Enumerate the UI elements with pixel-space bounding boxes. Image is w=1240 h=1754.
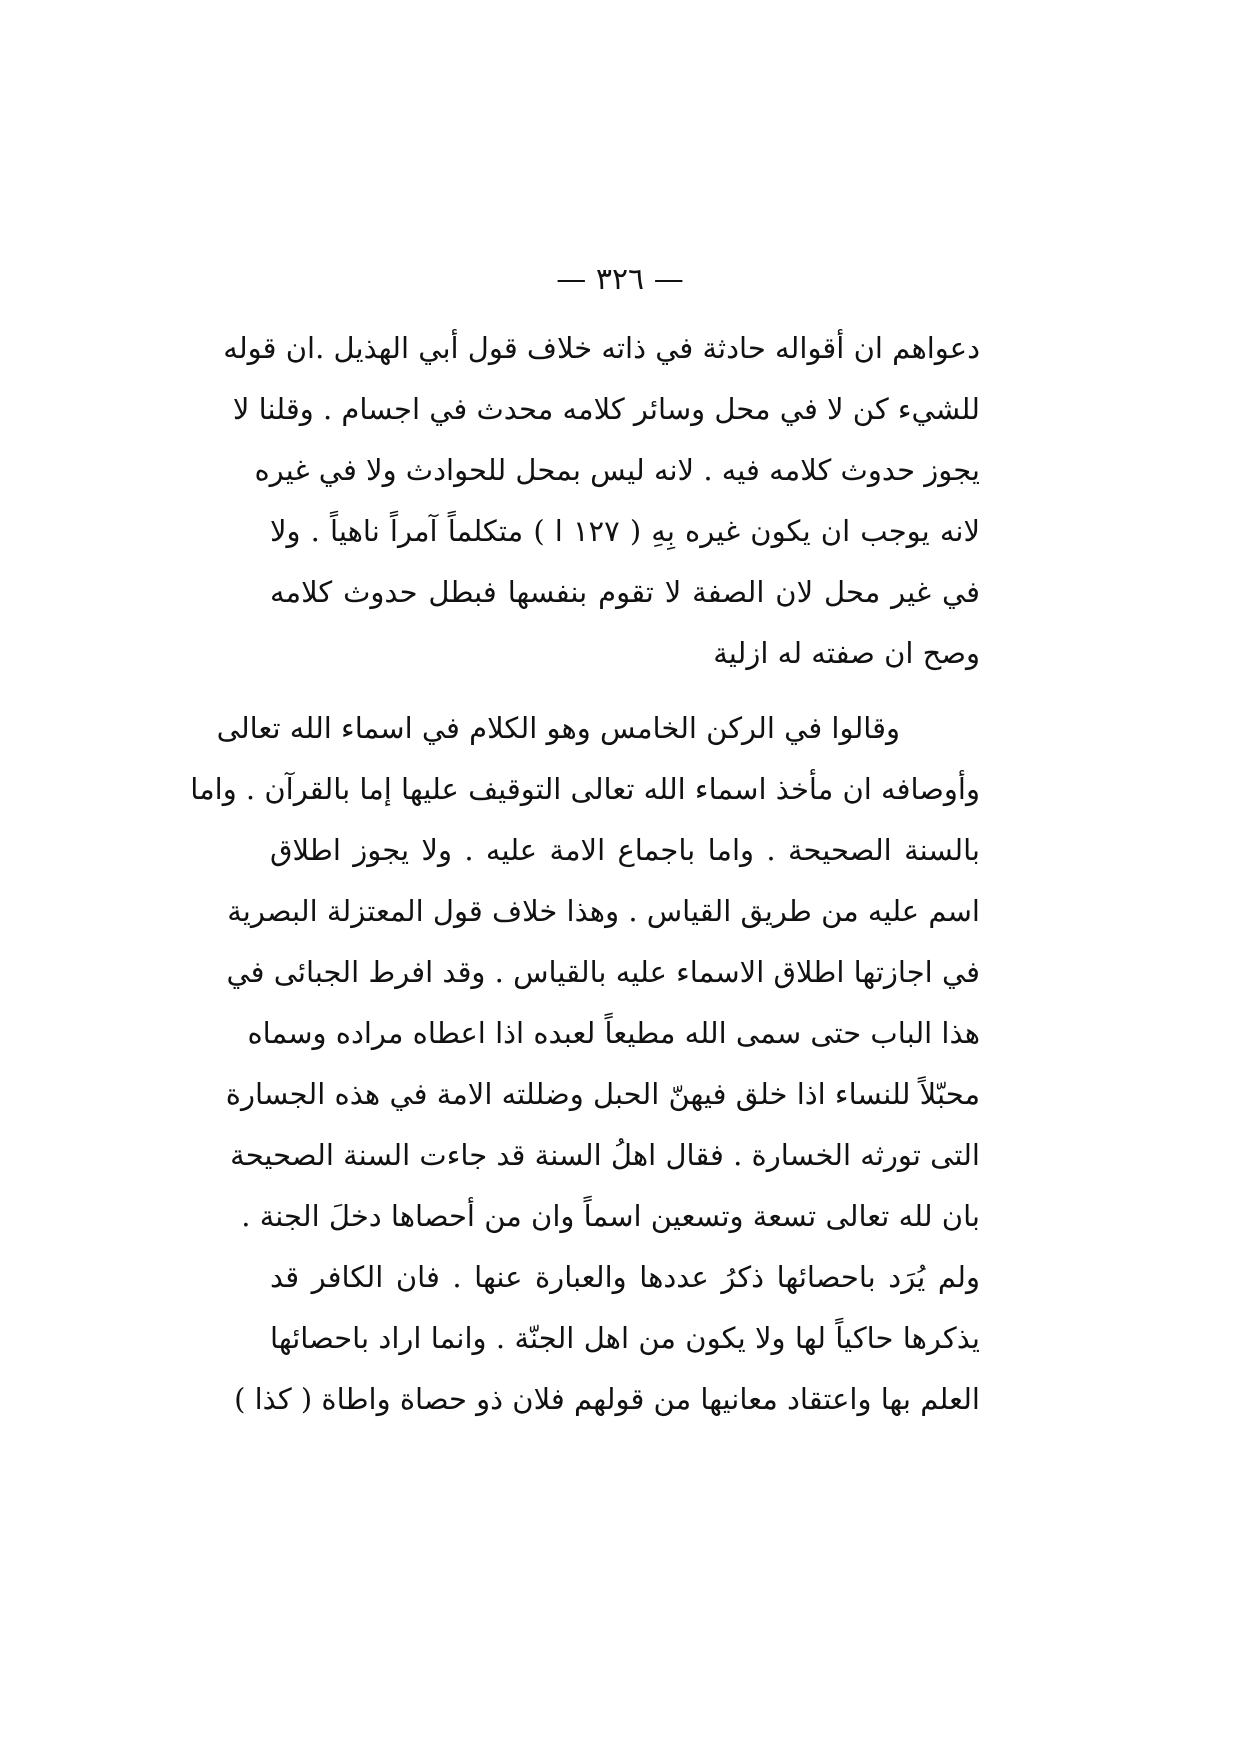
text-line: محبّلاً للنساء اذا خلق فيهنّ الحبل وضللته الامة في هذه الجسارة (225, 1077, 980, 1111)
body-text (190, 318, 980, 1430)
text-line: وقالوا في الركن الخامس وهو الكلام في اسماء الله تعالى (216, 711, 900, 745)
text-line: لانه يوجب ان يكون غيره بِهِ ( ١٢٧ ا ) متكلماً آمراً ناهياً . ولا (270, 514, 980, 548)
text-line: للشيء كن لا في محل وسائر كلامه محدث في اجسام . وقلنا لا (232, 392, 980, 426)
text-line: في اجازتها اطلاق الاسماء عليه بالقياس . وقد افرط الجبائى في (226, 955, 980, 989)
text-line: ولم يُرَد باحصائها ذكرُ عددها والعبارة عنها . فان الكافر قد (270, 1260, 980, 1294)
page-number: — ٣٢٦ — (556, 262, 684, 297)
paragraph-1 (223, 318, 980, 684)
paragraph-2 (190, 698, 980, 1430)
text-line: دعواهم ان أقواله حادثة في ذاته خلاف قول أبي الهذيل .ان قوله (223, 331, 980, 365)
text-line: وأوصافه ان مأخذ اسماء الله تعالى التوقيف عليها إما بالقرآن . واما (190, 772, 980, 806)
text-line: بان لله تعالى تسعة وتسعين اسماً وان من أحصاها دخلَ الجنة . (241, 1199, 980, 1233)
text-line: يجوز حدوث كلامه فيه . لانه ليس بمحل للحوادث ولا في غيره (254, 453, 980, 487)
text-line: وصح ان صفته له ازلية (713, 636, 980, 670)
text-line: هذا الباب حتى سمى الله مطيعاً لعبده اذا اعطاه مراده وسماه (247, 1016, 980, 1050)
text-line: يذكرها حاكياً لها ولا يكون من اهل الجنّة . وانما اراد باحصائها (270, 1321, 980, 1355)
text-line: العلم بها واعتقاد معانيها من قولهم فلان ذو حصاة واطاة ( كذا ) (234, 1382, 980, 1416)
text-line: في غير محل لان الصفة لا تقوم بنفسها فبطل حدوث كلامه (270, 575, 980, 609)
text-line: بالسنة الصحيحة . واما باجماع الامة عليه . ولا يجوز اطلاق (270, 833, 980, 867)
text-line: اسم عليه من طريق القياس . وهذا خلاف قول المعتزلة البصرية (227, 894, 980, 928)
text-line: التى تورثه الخسارة . فقال اهلُ السنة قد جاءت السنة الصحيحة (230, 1138, 980, 1172)
paragraph-gap (270, 684, 980, 698)
